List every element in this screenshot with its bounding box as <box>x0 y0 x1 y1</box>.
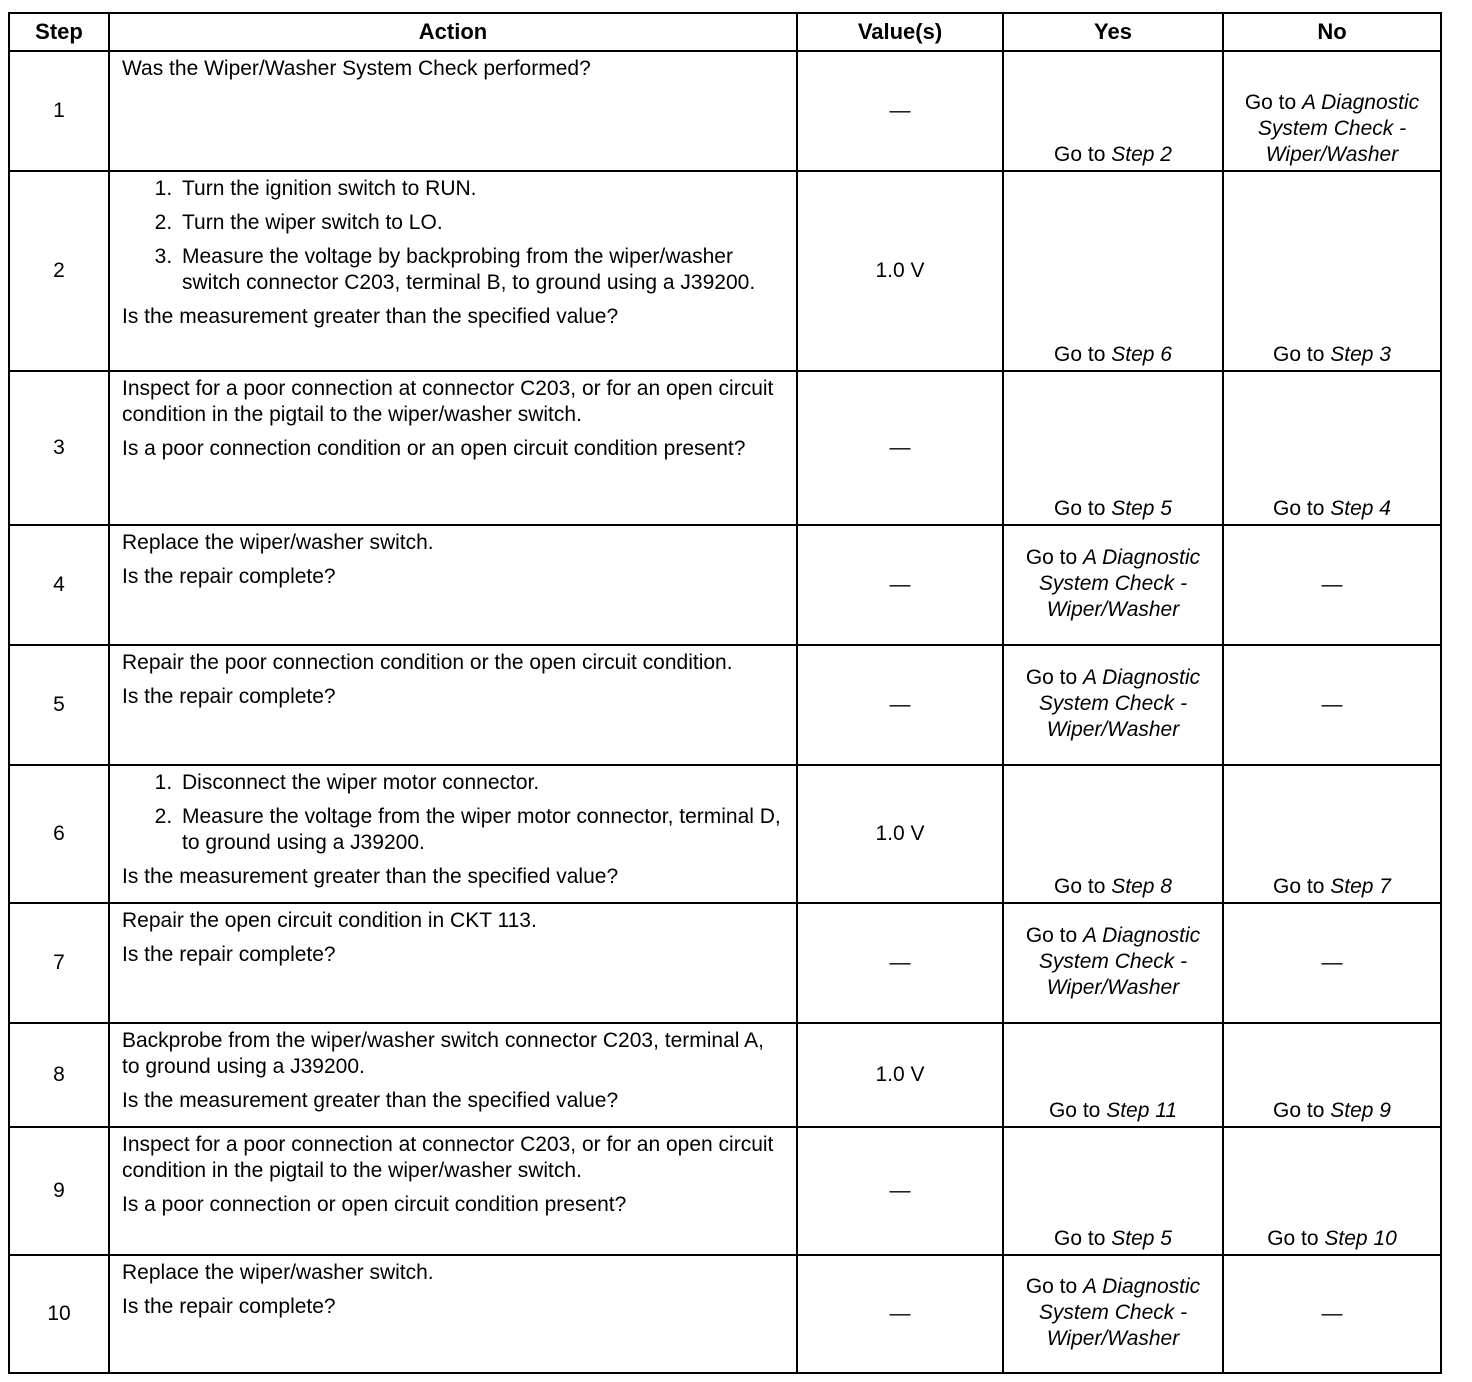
step-number: 4 <box>9 525 109 645</box>
action-cell <box>109 1255 797 1373</box>
no-cell: — <box>1223 525 1441 645</box>
table-row <box>9 171 1441 371</box>
yes-prefix: Go to <box>1054 143 1106 166</box>
no-link[interactable]: A Diagnostic System Check - Wiper/Washer <box>1257 91 1420 166</box>
yes-cell <box>1003 525 1223 645</box>
table-row <box>9 765 1441 903</box>
step-number: 5 <box>9 645 109 765</box>
step-number: 6 <box>9 765 109 903</box>
step-number: 7 <box>9 903 109 1023</box>
action-question: Is the repair complete? <box>122 943 336 966</box>
action-cell <box>109 1023 797 1127</box>
step-number: 8 <box>9 1023 109 1127</box>
yes-link[interactable]: Step 2 <box>1111 143 1172 166</box>
no-link[interactable]: Step 10 <box>1324 1227 1397 1250</box>
yes-cell <box>1003 1023 1223 1127</box>
header-yes: Yes <box>1003 13 1223 51</box>
action-cell <box>109 171 797 371</box>
yes-prefix: Go to <box>1025 1275 1078 1298</box>
action-cell <box>109 903 797 1023</box>
yes-prefix: Go to <box>1054 343 1106 366</box>
list-item: 3. Measure the voltage by backprobing from the wiper/washer switch connector C203, terminal B, to ground using a J39200. <box>178 244 786 296</box>
value-cell: — <box>797 371 1003 525</box>
yes-prefix: Go to <box>1054 1227 1106 1250</box>
value-cell: — <box>797 51 1003 171</box>
action-text: Was the Wiper/Washer System Check performed? <box>122 57 591 80</box>
yes-cell <box>1003 765 1223 903</box>
value-cell: — <box>797 1255 1003 1373</box>
header-step: Step <box>9 13 109 51</box>
no-prefix: Go to <box>1273 875 1325 898</box>
no-cell <box>1223 1127 1441 1255</box>
diagnostic-table <box>8 12 1442 1374</box>
action-question: Is the measurement greater than the specified value? <box>122 305 619 328</box>
no-prefix: Go to <box>1244 91 1297 114</box>
yes-link[interactable]: A Diagnostic System Check - Wiper/Washer <box>1038 1275 1201 1350</box>
yes-cell <box>1003 51 1223 171</box>
no-cell <box>1223 371 1441 525</box>
no-cell: — <box>1223 645 1441 765</box>
yes-prefix: Go to <box>1048 1099 1101 1122</box>
no-prefix: Go to <box>1273 497 1325 520</box>
yes-prefix: Go to <box>1025 924 1078 947</box>
no-cell: — <box>1223 903 1441 1023</box>
yes-cell <box>1003 1127 1223 1255</box>
header-action: Action <box>109 13 797 51</box>
yes-link[interactable]: Step 8 <box>1111 875 1172 898</box>
header-no: No <box>1223 13 1441 51</box>
yes-cell <box>1003 1255 1223 1373</box>
no-cell <box>1223 171 1441 371</box>
no-cell: — <box>1223 1255 1441 1373</box>
no-prefix: Go to <box>1273 343 1325 366</box>
action-question: Is the repair complete? <box>122 685 336 708</box>
yes-link[interactable]: A Diagnostic System Check - Wiper/Washer <box>1038 924 1201 999</box>
value-cell: — <box>797 1127 1003 1255</box>
list-item: 1. Turn the ignition switch to RUN. <box>178 176 786 202</box>
step-number: 9 <box>9 1127 109 1255</box>
no-link[interactable]: Step 9 <box>1330 1099 1391 1122</box>
no-prefix: Go to <box>1273 1099 1325 1122</box>
value-cell: 1.0 V <box>797 1023 1003 1127</box>
yes-link[interactable]: Step 5 <box>1111 497 1172 520</box>
table-row <box>9 645 1441 765</box>
yes-link[interactable]: A Diagnostic System Check - Wiper/Washer <box>1038 666 1201 741</box>
action-list <box>122 176 786 296</box>
header-values: Value(s) <box>797 13 1003 51</box>
no-cell <box>1223 765 1441 903</box>
yes-link[interactable]: A Diagnostic System Check - Wiper/Washer <box>1038 546 1201 621</box>
value-cell: — <box>797 525 1003 645</box>
action-text: Inspect for a poor connection at connector C203, or for an open circuit condition in the pigtail to the wiper/washer switch. <box>122 377 774 426</box>
action-cell <box>109 371 797 525</box>
action-cell <box>109 645 797 765</box>
header-row <box>9 13 1441 51</box>
action-question: Is the repair complete? <box>122 1295 336 1318</box>
action-text: Repair the poor connection condition or the open circuit condition. <box>122 651 733 674</box>
action-text: Repair the open circuit condition in CKT 113. <box>122 909 537 932</box>
no-cell <box>1223 1023 1441 1127</box>
yes-cell <box>1003 645 1223 765</box>
yes-prefix: Go to <box>1054 875 1106 898</box>
action-text: Replace the wiper/washer switch. <box>122 531 434 554</box>
value-cell: — <box>797 903 1003 1023</box>
no-cell <box>1223 51 1441 171</box>
value-cell: — <box>797 645 1003 765</box>
action-list <box>122 770 786 856</box>
yes-cell <box>1003 171 1223 371</box>
no-prefix: Go to <box>1267 1227 1319 1250</box>
table-row <box>9 903 1441 1023</box>
action-question: Is a poor connection condition or an open circuit condition present? <box>122 437 746 460</box>
yes-link[interactable]: Step 5 <box>1111 1227 1172 1250</box>
yes-prefix: Go to <box>1025 666 1078 689</box>
action-cell <box>109 765 797 903</box>
no-link[interactable]: Step 3 <box>1330 343 1391 366</box>
value-cell: 1.0 V <box>797 765 1003 903</box>
yes-link[interactable]: Step 11 <box>1106 1099 1178 1122</box>
yes-prefix: Go to <box>1025 546 1078 569</box>
action-text: Replace the wiper/washer switch. <box>122 1261 434 1284</box>
table-row <box>9 51 1441 171</box>
action-text: Inspect for a poor connection at connector C203, or for an open circuit condition in the pigtail to the wiper/washer switch. <box>122 1133 774 1182</box>
action-cell <box>109 525 797 645</box>
no-link[interactable]: Step 7 <box>1330 875 1391 898</box>
list-item: 2. Turn the wiper switch to LO. <box>178 210 786 236</box>
yes-prefix: Go to <box>1054 497 1106 520</box>
list-item: 1. Disconnect the wiper motor connector. <box>178 770 786 796</box>
yes-cell <box>1003 371 1223 525</box>
action-question: Is the measurement greater than the specified value? <box>122 865 619 888</box>
step-number: 2 <box>9 171 109 371</box>
yes-cell <box>1003 903 1223 1023</box>
table-row <box>9 525 1441 645</box>
list-item: 2. Measure the voltage from the wiper motor connector, terminal D, to ground using a J39200. <box>178 804 786 856</box>
table-row <box>9 371 1441 525</box>
step-number: 3 <box>9 371 109 525</box>
table-row <box>9 1127 1441 1255</box>
step-number: 1 <box>9 51 109 171</box>
action-question: Is the repair complete? <box>122 565 336 588</box>
action-question: Is the measurement greater than the specified value? <box>122 1089 619 1112</box>
value-cell: 1.0 V <box>797 171 1003 371</box>
no-link[interactable]: Step 4 <box>1330 497 1391 520</box>
action-cell <box>109 51 797 171</box>
table-row <box>9 1023 1441 1127</box>
action-cell <box>109 1127 797 1255</box>
table-row <box>9 1255 1441 1373</box>
step-number: 10 <box>9 1255 109 1373</box>
yes-link[interactable]: Step 6 <box>1111 343 1172 366</box>
action-text: Backprobe from the wiper/washer switch connector C203, terminal A, to ground using a J39200. <box>122 1029 764 1078</box>
action-question: Is a poor connection or open circuit condition present? <box>122 1193 627 1216</box>
